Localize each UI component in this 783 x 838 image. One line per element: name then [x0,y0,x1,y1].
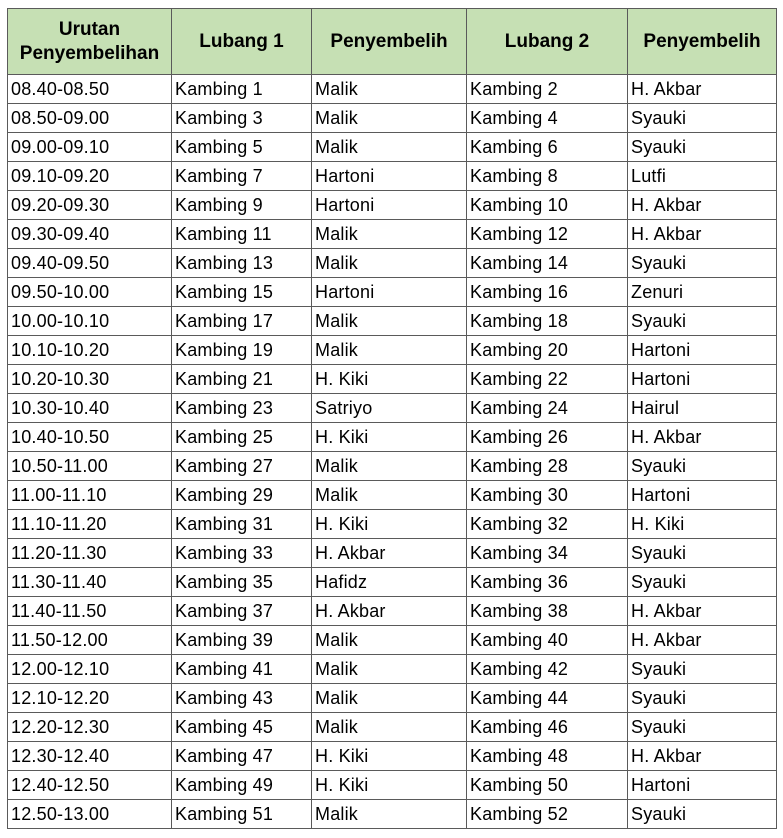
lubang-2-goat-cell[interactable]: Kambing 36 [467,568,628,597]
lubang-1-goat-cell[interactable]: Kambing 23 [172,394,312,423]
penyembelih-2-cell[interactable]: H. Akbar [628,191,777,220]
lubang-1-goat-cell[interactable]: Kambing 11 [172,220,312,249]
penyembelih-1-cell[interactable]: Malik [312,800,467,829]
time-slot-cell[interactable]: 10.20-10.30 [8,365,172,394]
penyembelih-1-cell[interactable]: Malik [312,75,467,104]
time-slot-cell[interactable]: 10.00-10.10 [8,307,172,336]
lubang-1-goat-cell[interactable]: Kambing 27 [172,452,312,481]
penyembelih-1-cell[interactable]: Malik [312,713,467,742]
time-slot-cell[interactable]: 10.30-10.40 [8,394,172,423]
header-line: Penyembelihan [19,42,160,64]
time-slot-cell[interactable]: 09.40-09.50 [8,249,172,278]
table-row [8,510,777,539]
table-row [8,771,777,800]
time-slot-cell[interactable]: 12.20-12.30 [8,713,172,742]
time-slot-cell[interactable]: 10.40-10.50 [8,423,172,452]
penyembelih-1-cell[interactable]: H. Kiki [312,510,467,539]
time-slot-cell[interactable]: 09.50-10.00 [8,278,172,307]
lubang-2-goat-cell[interactable]: Kambing 10 [467,191,628,220]
penyembelih-2-cell[interactable]: H. Akbar [628,597,777,626]
lubang-1-goat-cell[interactable]: Kambing 7 [172,162,312,191]
lubang-1-goat-cell[interactable]: Kambing 47 [172,742,312,771]
lubang-2-goat-cell[interactable]: Kambing 34 [467,539,628,568]
lubang-1-goat-cell[interactable]: Kambing 29 [172,481,312,510]
table-row [8,713,777,742]
lubang-2-goat-cell[interactable]: Kambing 6 [467,133,628,162]
penyembelih-1-cell[interactable]: H. Kiki [312,423,467,452]
time-slot-cell[interactable]: 09.00-09.10 [8,133,172,162]
header-lubang-1[interactable] [172,9,312,75]
penyembelih-2-cell[interactable]: H. Akbar [628,75,777,104]
lubang-1-goat-cell[interactable]: Kambing 35 [172,568,312,597]
table-row [8,742,777,771]
penyembelih-1-cell[interactable]: Malik [312,220,467,249]
penyembelih-1-cell[interactable]: Malik [312,655,467,684]
penyembelih-2-cell[interactable]: H. Kiki [628,510,777,539]
time-slot-cell[interactable]: 12.40-12.50 [8,771,172,800]
lubang-2-goat-cell[interactable]: Kambing 50 [467,771,628,800]
table-row [8,133,777,162]
penyembelih-2-cell[interactable]: Syauki [628,452,777,481]
lubang-2-goat-cell[interactable]: Kambing 2 [467,75,628,104]
lubang-1-goat-cell[interactable]: Kambing 37 [172,597,312,626]
penyembelih-2-cell[interactable]: Syauki [628,684,777,713]
table-row [8,655,777,684]
penyembelih-2-cell[interactable]: H. Akbar [628,626,777,655]
time-slot-cell[interactable]: 12.50-13.00 [8,800,172,829]
penyembelih-1-cell[interactable]: Hartoni [312,191,467,220]
lubang-2-goat-cell[interactable]: Kambing 14 [467,249,628,278]
lubang-2-goat-cell[interactable]: Kambing 24 [467,394,628,423]
slaughter-schedule-table [7,8,777,829]
lubang-2-goat-cell[interactable]: Kambing 22 [467,365,628,394]
penyembelih-2-cell[interactable]: Syauki [628,713,777,742]
time-slot-cell[interactable]: 10.10-10.20 [8,336,172,365]
table-row [8,568,777,597]
lubang-2-goat-cell[interactable]: Kambing 40 [467,626,628,655]
lubang-2-goat-cell[interactable]: Kambing 16 [467,278,628,307]
table-row [8,307,777,336]
penyembelih-1-cell[interactable]: Malik [312,336,467,365]
time-slot-cell[interactable]: 10.50-11.00 [8,452,172,481]
penyembelih-2-cell[interactable]: Syauki [628,539,777,568]
lubang-2-goat-cell[interactable]: Kambing 48 [467,742,628,771]
penyembelih-2-cell[interactable]: Hairul [628,394,777,423]
lubang-1-goat-cell[interactable]: Kambing 31 [172,510,312,539]
lubang-1-goat-cell[interactable]: Kambing 21 [172,365,312,394]
penyembelih-1-cell[interactable]: Malik [312,684,467,713]
header-row [8,9,777,75]
penyembelih-1-cell[interactable]: H. Akbar [312,597,467,626]
table-row [8,75,777,104]
table-row [8,191,777,220]
lubang-2-goat-cell[interactable]: Kambing 20 [467,336,628,365]
lubang-1-goat-cell[interactable]: Kambing 33 [172,539,312,568]
penyembelih-2-cell[interactable]: Syauki [628,655,777,684]
lubang-1-goat-cell[interactable]: Kambing 9 [172,191,312,220]
lubang-1-goat-cell[interactable]: Kambing 51 [172,800,312,829]
lubang-1-goat-cell[interactable]: Kambing 45 [172,713,312,742]
header-penyembelih-2[interactable] [628,9,777,75]
table-row [8,336,777,365]
penyembelih-2-cell[interactable]: Hartoni [628,771,777,800]
penyembelih-2-cell[interactable]: Hartoni [628,336,777,365]
slaughter-schedule-sheet [7,8,777,829]
penyembelih-2-cell[interactable]: Syauki [628,104,777,133]
table-row [8,249,777,278]
time-slot-cell[interactable]: 11.10-11.20 [8,510,172,539]
penyembelih-1-cell[interactable]: H. Kiki [312,771,467,800]
penyembelih-1-cell[interactable]: Malik [312,452,467,481]
penyembelih-1-cell[interactable]: Malik [312,307,467,336]
lubang-2-goat-cell[interactable]: Kambing 38 [467,597,628,626]
table-row [8,423,777,452]
time-slot-cell[interactable]: 08.40-08.50 [8,75,172,104]
table-row [8,800,777,829]
time-slot-cell[interactable]: 12.00-12.10 [8,655,172,684]
lubang-1-goat-cell[interactable]: Kambing 39 [172,626,312,655]
penyembelih-2-cell[interactable]: Syauki [628,568,777,597]
penyembelih-2-cell[interactable]: Lutfi [628,162,777,191]
lubang-1-goat-cell[interactable]: Kambing 17 [172,307,312,336]
table-row [8,365,777,394]
time-slot-cell[interactable]: 11.50-12.00 [8,626,172,655]
penyembelih-2-cell[interactable]: Hartoni [628,481,777,510]
time-slot-cell[interactable]: 11.00-11.10 [8,481,172,510]
lubang-1-goat-cell[interactable]: Kambing 3 [172,104,312,133]
table-header [8,9,777,75]
lubang-2-goat-cell[interactable]: Kambing 46 [467,713,628,742]
penyembelih-2-cell[interactable]: H. Akbar [628,742,777,771]
lubang-2-goat-cell[interactable]: Kambing 4 [467,104,628,133]
time-slot-cell[interactable]: 11.40-11.50 [8,597,172,626]
table-row [8,220,777,249]
time-slot-cell[interactable]: 09.10-09.20 [8,162,172,191]
table-row [8,539,777,568]
penyembelih-2-cell[interactable]: Syauki [628,307,777,336]
penyembelih-1-cell[interactable]: Hartoni [312,162,467,191]
penyembelih-2-cell[interactable]: Hartoni [628,365,777,394]
lubang-2-goat-cell[interactable]: Kambing 8 [467,162,628,191]
time-slot-cell[interactable]: 08.50-09.00 [8,104,172,133]
header-line: Penyembelih [643,30,761,52]
lubang-2-goat-cell[interactable]: Kambing 42 [467,655,628,684]
penyembelih-1-cell[interactable]: Malik [312,133,467,162]
table-row [8,597,777,626]
table-row [8,104,777,133]
lubang-1-goat-cell[interactable]: Kambing 41 [172,655,312,684]
penyembelih-1-cell[interactable]: Malik [312,481,467,510]
header-line: Lubang 1 [199,30,284,52]
lubang-2-goat-cell[interactable]: Kambing 18 [467,307,628,336]
table-row [8,394,777,423]
header-lubang-2[interactable] [467,9,628,75]
penyembelih-2-cell[interactable]: Syauki [628,133,777,162]
table-row [8,481,777,510]
penyembelih-2-cell[interactable]: H. Akbar [628,220,777,249]
lubang-2-goat-cell[interactable]: Kambing 26 [467,423,628,452]
penyembelih-1-cell[interactable]: H. Akbar [312,539,467,568]
time-slot-cell[interactable]: 11.30-11.40 [8,568,172,597]
penyembelih-1-cell[interactable]: Malik [312,626,467,655]
lubang-1-goat-cell[interactable]: Kambing 13 [172,249,312,278]
penyembelih-2-cell[interactable]: Syauki [628,800,777,829]
table-row [8,684,777,713]
lubang-1-goat-cell[interactable]: Kambing 5 [172,133,312,162]
penyembelih-1-cell[interactable]: Malik [312,104,467,133]
time-slot-cell[interactable]: 09.20-09.30 [8,191,172,220]
time-slot-cell[interactable]: 09.30-09.40 [8,220,172,249]
lubang-1-goat-cell[interactable]: Kambing 25 [172,423,312,452]
table-row [8,162,777,191]
penyembelih-1-cell[interactable]: Hafidz [312,568,467,597]
lubang-2-goat-cell[interactable]: Kambing 12 [467,220,628,249]
penyembelih-1-cell[interactable]: H. Kiki [312,365,467,394]
penyembelih-1-cell[interactable]: Malik [312,249,467,278]
time-slot-cell[interactable]: 12.10-12.20 [8,684,172,713]
penyembelih-2-cell[interactable]: H. Akbar [628,423,777,452]
penyembelih-1-cell[interactable]: Hartoni [312,278,467,307]
header-line: Lubang 2 [504,30,590,52]
header-penyembelih-1[interactable] [312,9,467,75]
lubang-1-goat-cell[interactable]: Kambing 49 [172,771,312,800]
penyembelih-1-cell[interactable]: Satriyo [312,394,467,423]
time-slot-cell[interactable]: 12.30-12.40 [8,742,172,771]
lubang-2-goat-cell[interactable]: Kambing 44 [467,684,628,713]
table-row [8,626,777,655]
lubang-2-goat-cell[interactable]: Kambing 30 [467,481,628,510]
lubang-2-goat-cell[interactable]: Kambing 28 [467,452,628,481]
lubang-1-goat-cell[interactable]: Kambing 15 [172,278,312,307]
header-line: Penyembelih [330,30,448,52]
header-line: Urutan [58,18,121,40]
table-row [8,452,777,481]
penyembelih-2-cell[interactable]: Zenuri [628,278,777,307]
lubang-2-goat-cell[interactable]: Kambing 32 [467,510,628,539]
time-slot-cell[interactable]: 11.20-11.30 [8,539,172,568]
table-row [8,278,777,307]
header-urutan-penyembelihan[interactable] [8,9,172,75]
penyembelih-2-cell[interactable]: Syauki [628,249,777,278]
lubang-1-goat-cell[interactable]: Kambing 1 [172,75,312,104]
table-body [8,75,777,829]
lubang-1-goat-cell[interactable]: Kambing 19 [172,336,312,365]
lubang-2-goat-cell[interactable]: Kambing 52 [467,800,628,829]
lubang-1-goat-cell[interactable]: Kambing 43 [172,684,312,713]
penyembelih-1-cell[interactable]: H. Kiki [312,742,467,771]
